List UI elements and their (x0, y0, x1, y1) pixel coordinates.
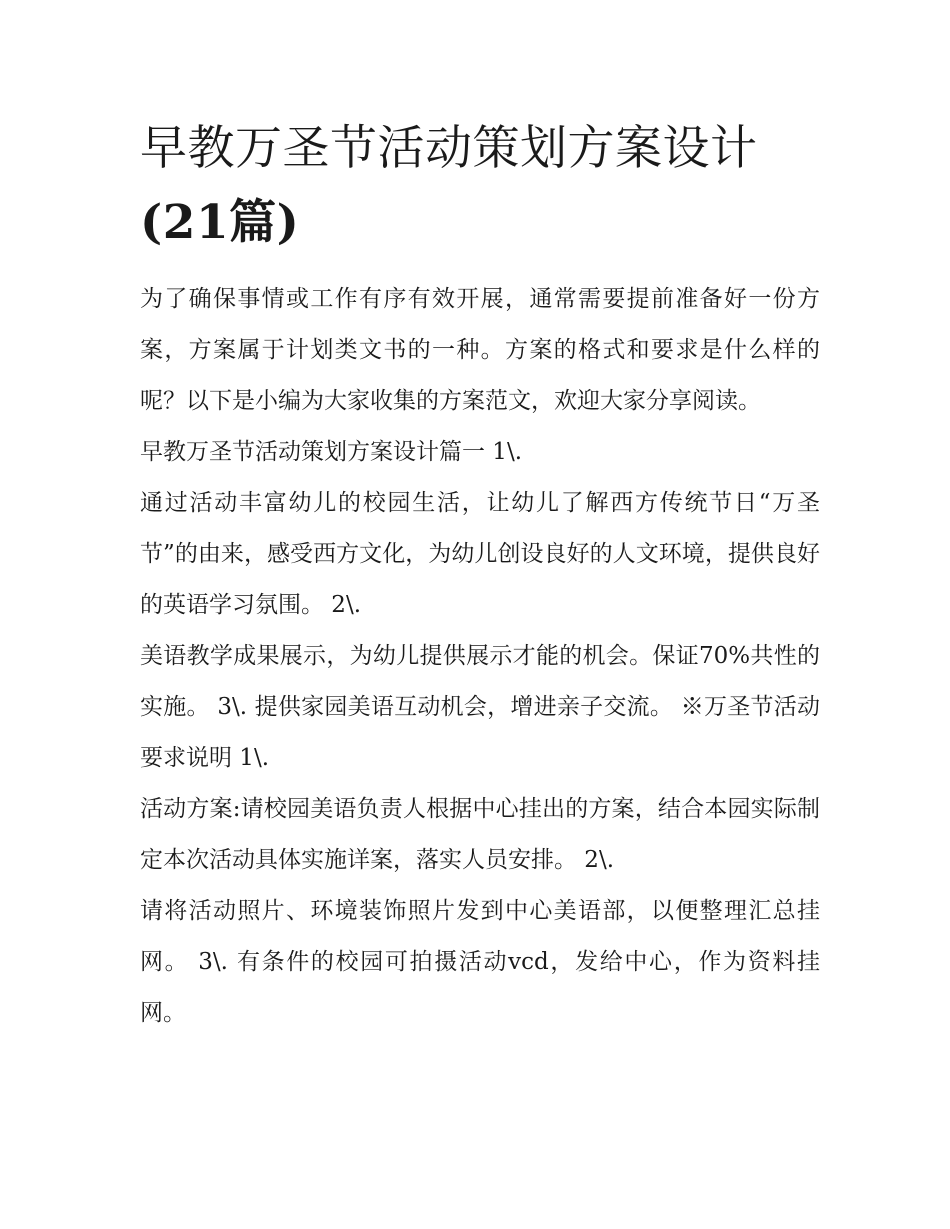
document-content (140, 112, 820, 1039)
document-body (140, 274, 820, 1039)
title-line-2: (21篇) (140, 195, 300, 250)
document-title (140, 112, 820, 260)
title-line-1: 早教万圣节活动策划方案设计 (140, 121, 758, 176)
paragraph-requirement-1: 活动方案:请校园美语负责人根据中心挂出的方案，结合本园实际制定本次活动具体实施详案，落实人员安排。 2\. (140, 796, 820, 873)
paragraph-goal-2-3: 美语教学成果展示，为幼儿提供展示才能的机会。保证70%共性的实施。 3\. 提供家园美语互动机会，增进亲子交流。 ※万圣节活动要求说明 1\. (140, 643, 820, 771)
paragraph-goal-1: 通过活动丰富幼儿的校园生活，让幼儿了解西方传统节日“万圣节”的由来，感受西方文化，为幼儿创设良好的人文环境，提供良好的英语学习氛围。 2\. (140, 490, 820, 618)
paragraph-intro: 为了确保事情或工作有序有效开展，通常需要提前准备好一份方案，方案属于计划类文书的一种。方案的格式和要求是什么样的呢？以下是小编为大家收集的方案范文，欢迎大家分享阅读。 (140, 286, 820, 414)
paragraph-section-heading: 早教万圣节活动策划方案设计篇一 1\. (140, 439, 523, 465)
paragraph-requirement-2-3: 请将活动照片、环境装饰照片发到中心美语部，以便整理汇总挂网。 3\. 有条件的校园可拍摄活动vcd，发给中心，作为资料挂网。 (140, 898, 820, 1026)
